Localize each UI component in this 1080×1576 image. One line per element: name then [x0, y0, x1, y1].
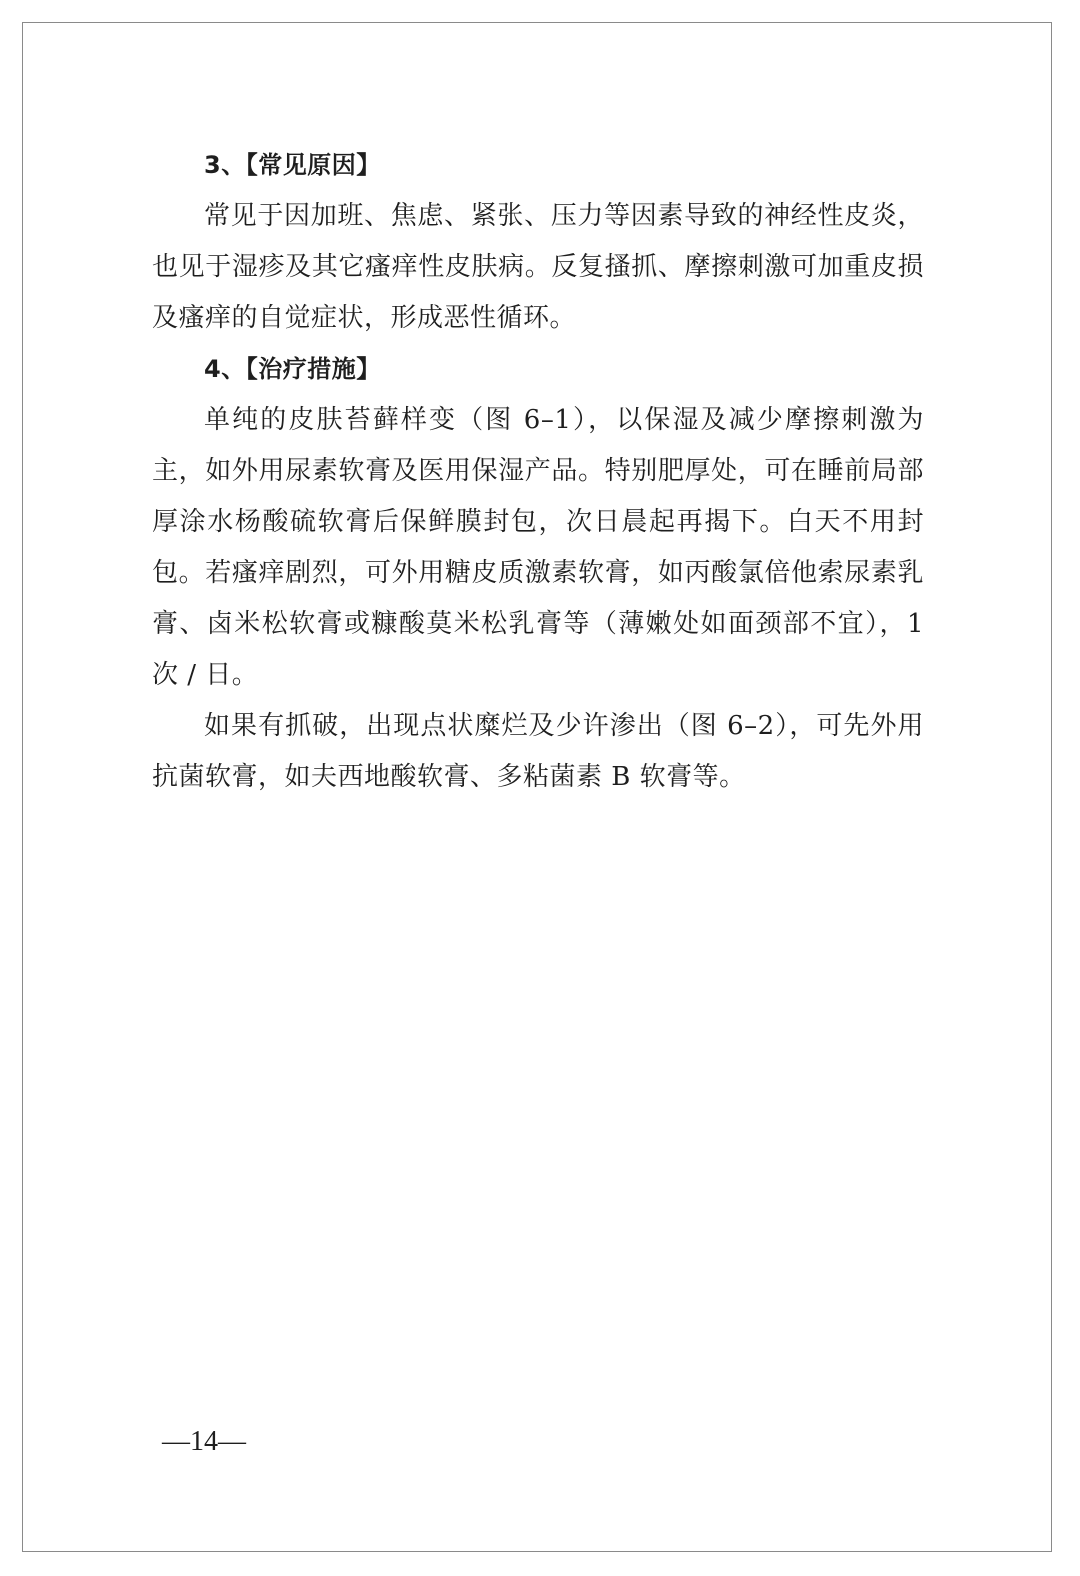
page-number: —14— — [162, 1426, 246, 1457]
document-body — [152, 140, 924, 803]
section-heading-treatment: 4、【治疗措施】 — [204, 355, 381, 383]
paragraph-treatment-2: 如果有抓破，出现点状糜烂及少许渗出（图 6–2），可先外用抗菌软膏，如夫西地酸软膏、多粘菌素 B 软膏等。 — [152, 711, 924, 792]
section-heading-causes: 3、【常见原因】 — [204, 151, 381, 179]
paragraph-treatment-1: 单纯的皮肤苔藓样变（图 6–1），以保湿及减少摩擦刺激为主，如外用尿素软膏及医用保湿产品。特别肥厚处，可在睡前局部厚涂水杨酸硫软膏后保鲜膜封包，次日晨起再揭下。白天不用封包。若瘙痒剧烈，可外用糖皮质激素软膏，如丙酸氯倍他索尿素乳膏、卤米松软膏或糠酸莫米松乳膏等（薄嫩处如面颈部不宜），1 次 / 日。 — [152, 405, 924, 690]
paragraph-causes: 常见于因加班、焦虑、紧张、压力等因素导致的神经性皮炎，也见于湿疹及其它瘙痒性皮肤病。反复搔抓、摩擦刺激可加重皮损及瘙痒的自觉症状，形成恶性循环。 — [152, 201, 924, 333]
